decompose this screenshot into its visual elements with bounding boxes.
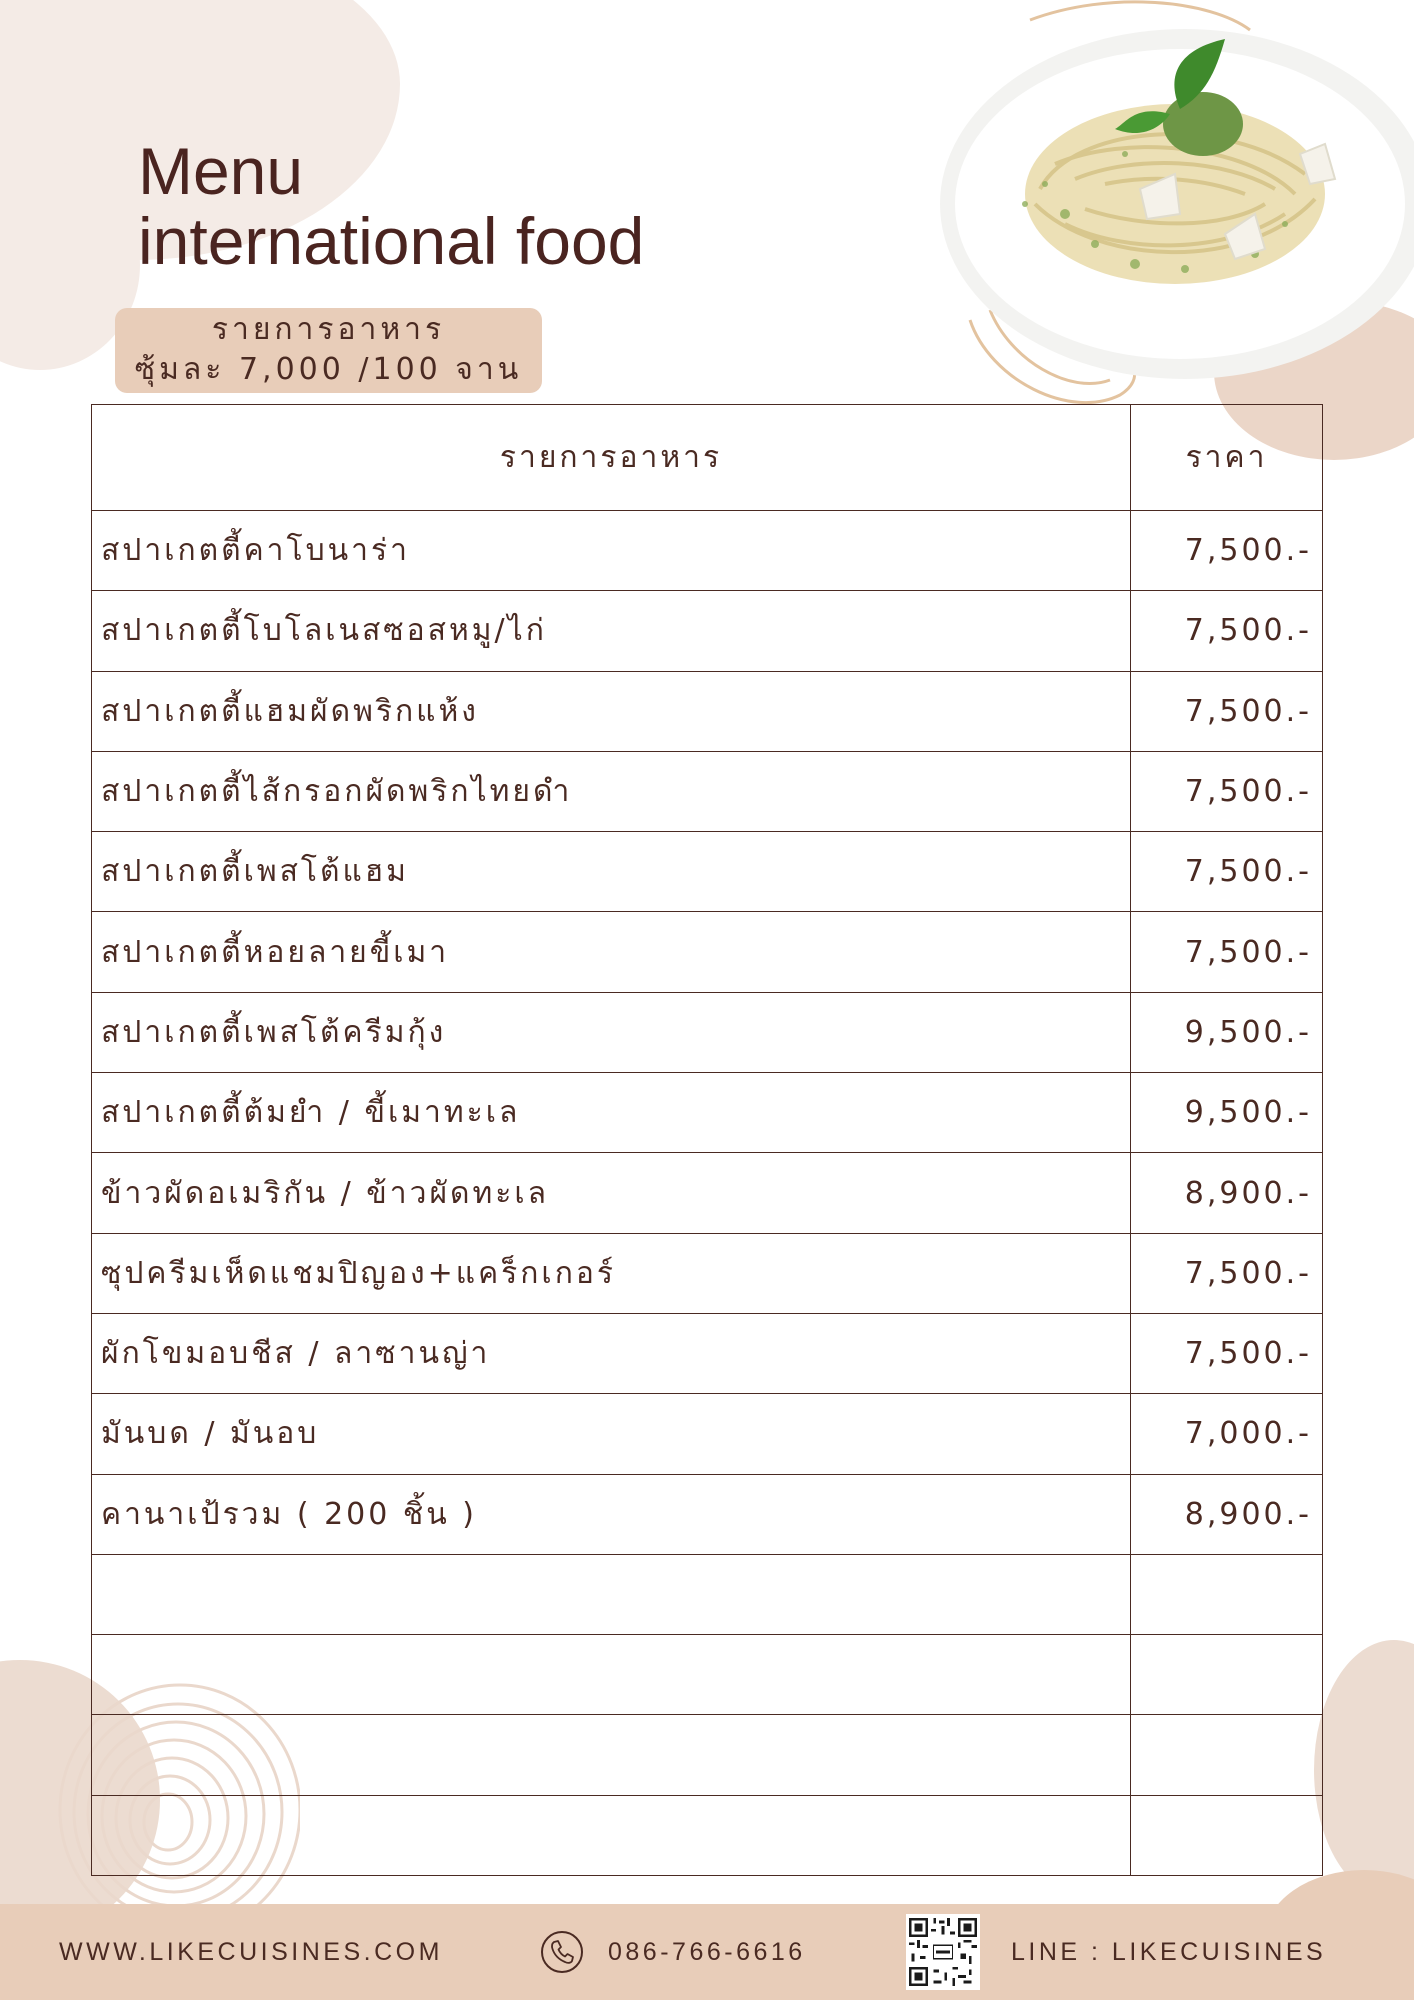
table-row [92, 671, 1323, 751]
table-row [92, 751, 1323, 831]
item-name: สปาเกตตี้เพสโต้ครีมกุ้ง [92, 992, 1131, 1072]
menu-title-line1: Menu [138, 134, 304, 208]
table-row [92, 832, 1323, 912]
table-row-empty [92, 1715, 1323, 1795]
table-row [92, 1233, 1323, 1313]
phone-number[interactable]: 086-766-6616 [608, 1938, 806, 1966]
item-price: 7,500.- [1131, 591, 1323, 671]
item-name: สปาเกตตี้หอยลายขี้เมา [92, 912, 1131, 992]
line-id[interactable]: LINE : LIKECUISINES [1011, 1938, 1327, 1966]
item-name: ซุปครีมเห็ดแชมปิญอง+แคร็กเกอร์ [92, 1233, 1131, 1313]
item-name: สปาเกตตี้ต้มยำ / ขี้เมาทะเล [92, 1073, 1131, 1153]
item-name: มันบด / มันอบ [92, 1394, 1131, 1474]
menu-title-line2: international food [138, 204, 645, 278]
item-name: สปาเกตตี้แฮมผัดพริกแห้ง [92, 671, 1131, 751]
header-item: รายการอาหาร [92, 405, 1131, 511]
table-header-row [92, 405, 1323, 511]
table-row-empty [92, 1554, 1323, 1634]
item-price: 7,500.- [1131, 912, 1323, 992]
qr-code-icon [906, 1914, 980, 1990]
table-row [92, 992, 1323, 1072]
item-price: 9,500.- [1131, 992, 1323, 1072]
item-name: สปาเกตตี้โบโลเนสซอสหมู/ไก่ [92, 591, 1131, 671]
item-price [1131, 1554, 1323, 1634]
decorative-blob [1314, 1640, 1414, 1900]
item-price: 9,500.- [1131, 1073, 1323, 1153]
item-price [1131, 1795, 1323, 1875]
item-price: 7,500.- [1131, 832, 1323, 912]
item-name: สปาเกตตี้คาโบนาร่า [92, 511, 1131, 591]
item-price: 7,500.- [1131, 1313, 1323, 1393]
table-row-empty [92, 1795, 1323, 1875]
item-name: สปาเกตตี้ไส้กรอกผัดพริกไทยดำ [92, 751, 1131, 831]
footer-bar [0, 1904, 1414, 2000]
item-name [92, 1554, 1131, 1634]
table-row-empty [92, 1635, 1323, 1715]
item-name [92, 1795, 1131, 1875]
table-row [92, 511, 1323, 591]
item-price: 8,900.- [1131, 1153, 1323, 1233]
item-price: 8,900.- [1131, 1474, 1323, 1554]
item-price: 7,500.- [1131, 671, 1323, 751]
table-row [92, 1073, 1323, 1153]
table-row [92, 591, 1323, 671]
menu-table [91, 404, 1323, 1876]
item-name: ผักโขมอบชีส / ลาซานญ่า [92, 1313, 1131, 1393]
table-row [92, 1394, 1323, 1474]
menu-title [138, 136, 644, 276]
item-price [1131, 1635, 1323, 1715]
table-row [92, 1313, 1323, 1393]
item-name [92, 1635, 1131, 1715]
website-link[interactable]: WWW.LIKECUISINES.COM [59, 1938, 443, 1966]
item-price: 7,000.- [1131, 1394, 1323, 1474]
badge-line2: ซุ้มละ 7,000 /100 จาน [134, 352, 523, 387]
item-name: ข้าวผัดอเมริกัน / ข้าวผัดทะเล [92, 1153, 1131, 1233]
item-price [1131, 1715, 1323, 1795]
item-price: 7,500.- [1131, 511, 1323, 591]
table-row [92, 912, 1323, 992]
item-name: คานาเป้รวม ( 200 ชิ้น ) [92, 1474, 1131, 1554]
item-name [92, 1715, 1131, 1795]
table-row [92, 1153, 1323, 1233]
item-price: 7,500.- [1131, 751, 1323, 831]
table-row [92, 1474, 1323, 1554]
phone-icon [540, 1930, 584, 1974]
item-name: สปาเกตตี้เพสโต้แฮม [92, 832, 1131, 912]
item-price: 7,500.- [1131, 1233, 1323, 1313]
header-price: ราคา [1131, 405, 1323, 511]
badge-line1: รายการอาหาร [211, 312, 446, 347]
pasta-dish-image [925, 14, 1414, 404]
price-badge [115, 308, 542, 393]
